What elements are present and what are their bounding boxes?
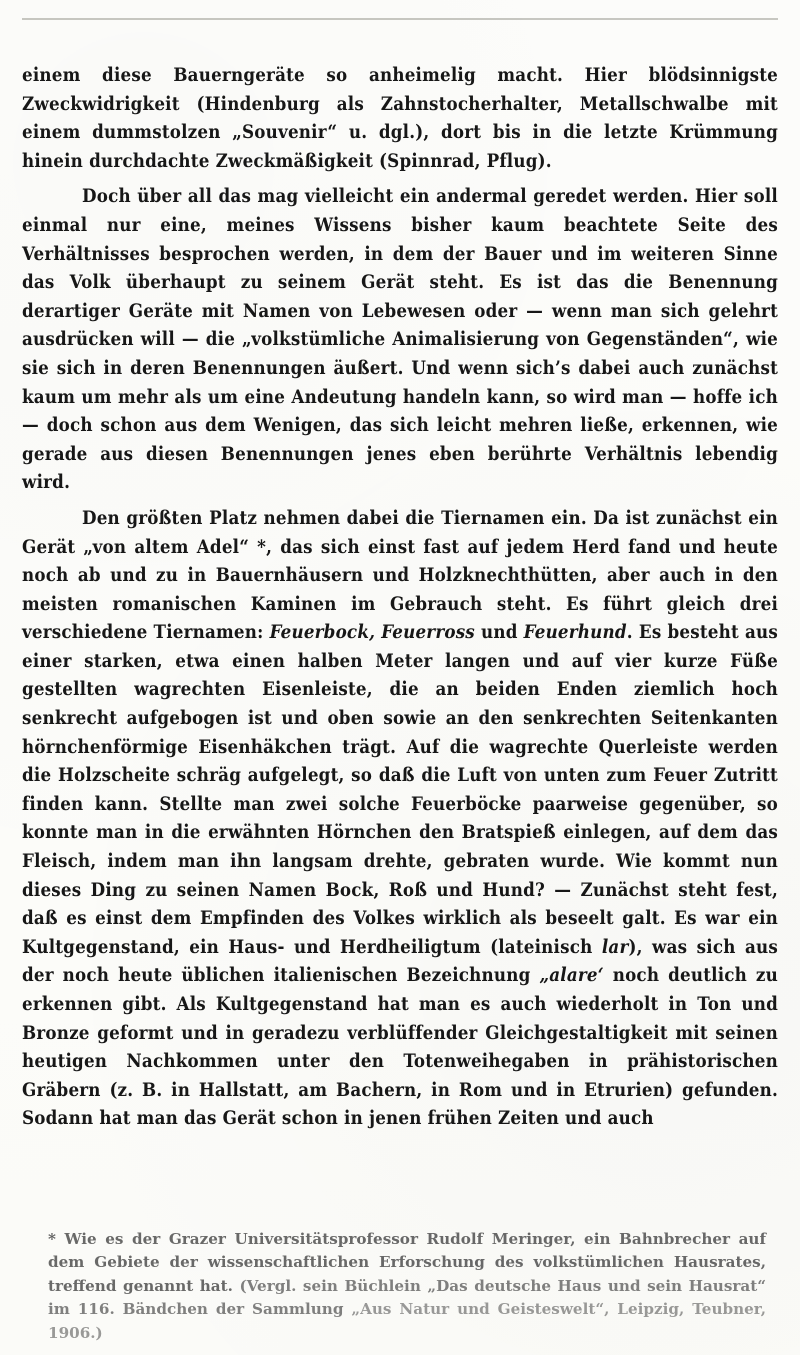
paragraph-3-segment-4: ), was sich aus der noch heute üblichen italienischen Bezeichnung: [22, 936, 778, 987]
paragraph-3-term-feuerhund: Feuerhund: [523, 622, 627, 644]
footnote-line-2: Gebiete der wissenschaftlichen Erforschung des volkstümlichen Hausrates, treffend genannt hat.: [48, 1253, 766, 1295]
footnote-marker: *: [48, 1230, 56, 1248]
paragraph-2: Doch über all das mag vielleicht ein andermal geredet werden. Hier soll einmal nur eine, meines Wissens bisher kaum beachtete Seite des Verhältnisses besprochen werden, in dem der Bauer und im weiteren Sinne das Volk überhaupt zu seinem Gerät steht. Es ist das die Benennung derartiger Geräte mit Namen von Lebewesen oder — wenn man sich gelehrt ausdrücken will — die „volkstümliche Animalisierung von Gegenständen“, wie sie sich in deren Benennungen äußert. Und wenn sich’s dabei auch zunächst kaum um mehr als um eine Andeutung handeln kann, so wird man — hoffe ich — doch schon aus dem Wenigen, das sich leicht mehren ließe, erkennen, wie gerade aus diesen Benennungen jenes eben berührte Verhältnis lebendig wird.: [22, 186, 778, 494]
body-text-column: [22, 62, 778, 1134]
paragraph-3-term-alare: „alare‘: [539, 965, 604, 987]
paragraph-3-term-lar: lar: [601, 936, 629, 958]
footnote-line-3: (Vergl. sein Büchlein „Das deutsche Haus und sein Hausrat“ im 116. Bändchen der Sammlung: [48, 1276, 766, 1319]
footnote-block: [48, 1228, 766, 1345]
paragraph-1: einem diese Bauerngeräte so anheimelig macht. Hier blödsinnigste Zweckwidrigkeit (Hindenburg als Zahnstocherhalter, Metallschwalbe mit einem dummstolzen „Souvenir“ u. dgl.), dort bis in die letzte Krümmung hinein durchdachte Zweckmäßigkeit (Spinnrad, Pflug).: [22, 65, 778, 172]
top-rule-divider: [22, 18, 778, 20]
paragraph-3-term-feuerbock-feuerross: Feuerbock, Feuerross: [269, 622, 475, 644]
paragraph-3-segment-3: . Es besteht aus einer starken, etwa einen halben Meter langen und auf vier kurze Füße gestellten wagrechten Eisenleiste, die an beiden Enden ziemlich hoch senkrecht aufgebogen ist und oben sowie an den senkrechten Seitenkanten hörnchenförmige Eisenhäkchen trägt. Auf die wagrechte Querleiste werden die Holzscheite schräg aufgelegt, so daß die Luft von unten zum Feuer Zutritt finden kann. Stellte man zwei solche Feuerböcke paarweise gegenüber, so konnte man in die erwähnten Hörnchen den Bratspieß einlegen, auf dem das Fleisch, indem man ihn langsam drehte, gebraten wurde. Wie kommt nun dieses Ding zu seinen Namen Bock, Roß und Hund? — Zunächst steht fest, daß es einst dem Empfinden des Volkes wirklich als beseelt galt. Es war ein Kultgegenstand, ein Haus- und Herdheiligtum (lateinisch: [22, 622, 778, 958]
paragraph-3-segment-5: noch deutlich zu erkennen gibt. Als Kultgegenstand hat man es auch wiederholt in Ton und Bronze geformt und in geradezu verblüffender Gleichgestaltigkeit mit seinen heutigen Nachkommen unter den Totenweihegaben in prähistorischen Gräbern (z. B. in Hallstatt, am Bachern, in Rom und in Etrurien) gefunden. Sodann hat man das Gerät schon in jenen frühen Zeiten und auch: [22, 965, 778, 1130]
footnote-line-4: „Aus Natur und Geisteswelt“, Leipzig, Teubner, 1906.): [48, 1300, 766, 1342]
page-bottom-margin: [0, 1333, 800, 1355]
paragraph-3: [22, 505, 778, 1134]
paragraph-3-segment-2: und: [474, 622, 524, 644]
footnote-line-1: Wie es der Grazer Universitätsprofessor Rudolf Meringer, ein Bahnbrecher auf dem: [48, 1230, 766, 1272]
paragraph-3-segment-1: Den größten Platz nehmen dabei die Tiernamen ein. Da ist zunächst ein Gerät „von altem Adel“ *, das sich einst fast auf jedem Herd fand und heute noch ab und zu in Bauernhäusern und Holzknechthütten, aber auch in den meisten romanischen Kaminen im Gebrauch steht. Es führt gleich drei verschiedene Tiernamen:: [22, 507, 778, 644]
